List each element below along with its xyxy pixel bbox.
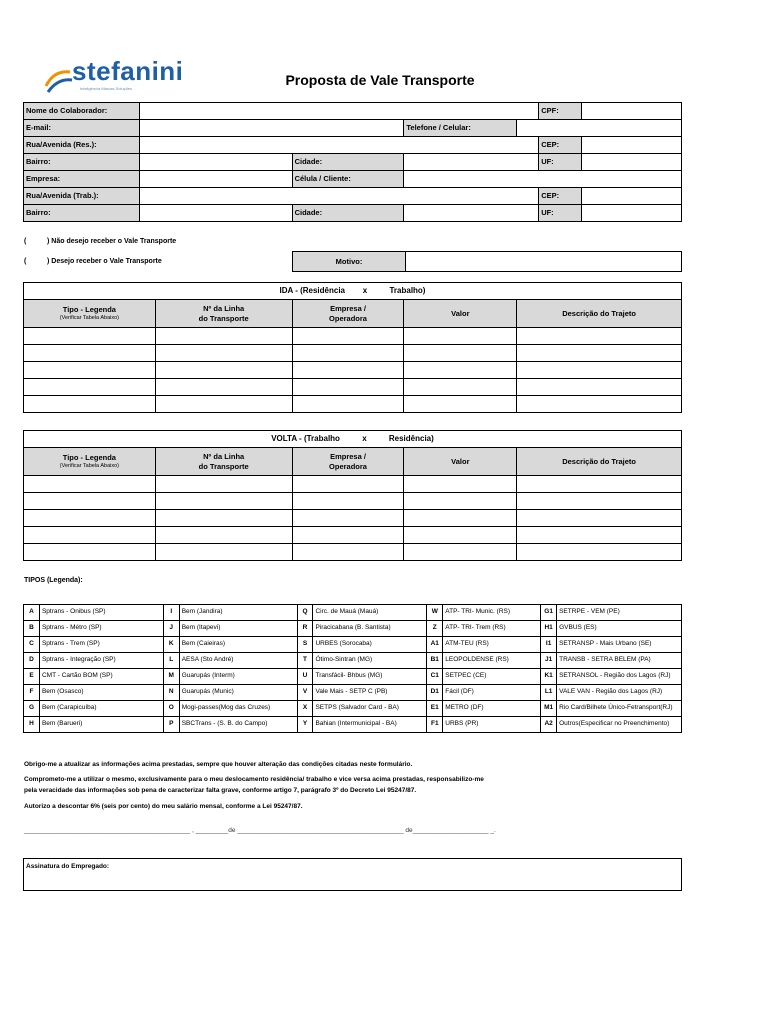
legend-code: S xyxy=(297,637,313,653)
table-row xyxy=(24,396,682,413)
ida-table xyxy=(23,282,682,413)
legend-code: N xyxy=(163,685,179,701)
motivo-table xyxy=(292,251,682,272)
legend-operator: ATM-TEU (RS) xyxy=(443,637,541,653)
legend-operator: Sptrans - Trem (SP) xyxy=(39,637,163,653)
legend-operator: Bem (Barueri) xyxy=(39,717,163,733)
legend-operator: SETRANSP - Mais Urbano (SE) xyxy=(557,637,682,653)
table-row xyxy=(24,527,682,544)
legend-operator: Ótimo-Sintran (MG) xyxy=(313,653,427,669)
celula-label: Célula / Cliente: xyxy=(292,171,404,188)
legend-operator: Bahian (Intermunicipal - BA) xyxy=(313,717,427,733)
legend-code: Q xyxy=(297,605,313,621)
empresa-label: Empresa: xyxy=(24,171,140,188)
legend-code: A xyxy=(24,605,40,621)
option-desejo[interactable]: ) Desejo receber o Vale Transporte xyxy=(47,258,162,265)
legend-operator: TRANSB - SETRA BELEM (PA) xyxy=(557,653,682,669)
legend-row xyxy=(24,605,682,621)
volta-table xyxy=(23,430,682,561)
bairro-trab-field[interactable] xyxy=(139,205,292,222)
legend-operator: Guarupás (Interm) xyxy=(179,669,297,685)
legend-code: M1 xyxy=(541,701,557,717)
table-row xyxy=(24,328,682,345)
table-row xyxy=(24,362,682,379)
legend-row xyxy=(24,621,682,637)
col-empresa: Empresa / Operadora xyxy=(292,448,404,476)
uf-trab-label: UF: xyxy=(539,205,582,222)
footer-comprometo-2: pela veracidade das informações sob pena de caracterizar falta grave, conforme artigo 7, parágrafo 3º do Decreto Lei 95247/87. xyxy=(24,787,417,794)
cep-res-field[interactable] xyxy=(582,137,682,154)
table-row xyxy=(24,493,682,510)
legend-operator: Rio Card/Bilhete Único-Fetransport(RJ) xyxy=(557,701,682,717)
legend-operator: Circ. de Mauá (Mauá) xyxy=(313,605,427,621)
legend-row xyxy=(24,637,682,653)
date-signature-line[interactable]: ______________________________________________ , _________de ______________________________________________ de_____________________ _. xyxy=(24,827,496,834)
legend-operator: URBES (Sorocaba) xyxy=(313,637,427,653)
legend-code: B xyxy=(24,621,40,637)
legend-operator: ATP- TRI- Munic. (RS) xyxy=(443,605,541,621)
legend-code: A1 xyxy=(427,637,443,653)
legend-code: Z xyxy=(427,621,443,637)
legend-code: F xyxy=(24,685,40,701)
legend-code: D xyxy=(24,653,40,669)
legend-code: B1 xyxy=(427,653,443,669)
legend-operator: Sptrans - Métro (SP) xyxy=(39,621,163,637)
legend-code: O xyxy=(163,701,179,717)
legend-code: M xyxy=(163,669,179,685)
legend-operator: Vale Mais - SETP C (PB) xyxy=(313,685,427,701)
rua-res-field[interactable] xyxy=(139,137,538,154)
legend-operator: Guarupás (Munic) xyxy=(179,685,297,701)
empresa-field[interactable] xyxy=(139,171,292,188)
legend-operator: Bem (Carapicuíba) xyxy=(39,701,163,717)
col-linha: Nº da Linha do Transporte xyxy=(155,448,292,476)
legend-code: G xyxy=(24,701,40,717)
uf-res-label: UF: xyxy=(539,154,582,171)
col-descricao: Descrição do Trajeto xyxy=(517,300,682,328)
legend-code: G1 xyxy=(541,605,557,621)
logo-text: stefanini xyxy=(72,56,184,86)
legend-operator: SETRPE - VEM (PE) xyxy=(557,605,682,621)
legend-operator: Mogi-passes(Mog das Cruzes) xyxy=(179,701,297,717)
col-valor: Valor xyxy=(404,448,517,476)
legend-code: H1 xyxy=(541,621,557,637)
cidade-trab-field[interactable] xyxy=(404,205,539,222)
legend-operator: URBS (PR) xyxy=(443,717,541,733)
legend-code: H xyxy=(24,717,40,733)
legend-code: C1 xyxy=(427,669,443,685)
logo-mark-icon xyxy=(44,66,74,96)
legend-row xyxy=(24,685,682,701)
nome-label: Nome do Colaborador: xyxy=(24,103,140,120)
legend-code: X xyxy=(297,701,313,717)
email-field[interactable] xyxy=(139,120,404,137)
legend-code: R xyxy=(297,621,313,637)
rua-res-label: Rua/Avenida (Res.): xyxy=(24,137,140,154)
option-nao-paren[interactable]: ( xyxy=(24,238,27,245)
cpf-label: CPF: xyxy=(539,103,582,120)
legend-row xyxy=(24,701,682,717)
legend-operator: Outros(Especificar no Preenchimento) xyxy=(557,717,682,733)
legend-code: W xyxy=(427,605,443,621)
col-empresa: Empresa / Operadora xyxy=(292,300,404,328)
legend-operator: Piracicabana (B. Santista) xyxy=(313,621,427,637)
celula-field[interactable] xyxy=(404,171,682,188)
legend-code: F1 xyxy=(427,717,443,733)
ida-caption: IDA - (Residência x Trabalho) xyxy=(24,283,682,300)
legend-code: Y xyxy=(297,717,313,733)
logo-tagline: Inteligência Marcas Soluções xyxy=(80,86,133,91)
personal-data-table xyxy=(23,102,682,222)
legend-operator: CMT - Cartão BOM (SP) xyxy=(39,669,163,685)
cep-trab-field[interactable] xyxy=(582,188,682,205)
page-title: Proposta de Vale Transporte xyxy=(285,72,475,88)
legend-code: J xyxy=(163,621,179,637)
cidade-trab-label: Cidade: xyxy=(292,205,404,222)
table-row xyxy=(24,544,682,561)
legend-operator: Bem (Osasco) xyxy=(39,685,163,701)
assinatura-field[interactable] xyxy=(24,859,682,891)
table-row xyxy=(24,476,682,493)
legend-code: E1 xyxy=(427,701,443,717)
footer-obrigo: Obrigo-me a atualizar as informações acima prestadas, sempre que houver alteração das condições citadas neste formulário. xyxy=(24,761,413,768)
col-linha: Nº da Linha do Transporte xyxy=(155,300,292,328)
legend-operator: Bem (Itapevi) xyxy=(179,621,297,637)
legend-operator: AESA (Sto André) xyxy=(179,653,297,669)
nome-field[interactable] xyxy=(139,103,538,120)
legend-operator: Fácil (DF) xyxy=(443,685,541,701)
signature-table xyxy=(23,858,682,891)
table-row xyxy=(24,345,682,362)
uf-trab-field[interactable] xyxy=(582,205,682,222)
col-descricao: Descrição do Trajeto xyxy=(517,448,682,476)
legend-row xyxy=(24,653,682,669)
legend-operator: VALE VAN - Região dos Lagos (RJ) xyxy=(557,685,682,701)
option-nao-desejo[interactable]: ) Não desejo receber o Vale Transporte xyxy=(47,238,177,245)
col-tipo: Tipo - Legenda (Verificar Tabela Abaixo) xyxy=(24,448,156,476)
legend-code: A2 xyxy=(541,717,557,733)
footer-autorizo: Autorizo a descontar 6% (seis por cento) do meu salário mensal, conforme a Lei 95247/87. xyxy=(24,803,303,810)
legend-table xyxy=(23,604,682,733)
bairro-trab-label: Bairro: xyxy=(24,205,140,222)
legend-code: V xyxy=(297,685,313,701)
assinatura-label: Assinatura do Empregado: xyxy=(26,863,110,870)
legend-operator: SBCTrans - (S. B. do Campo) xyxy=(179,717,297,733)
legend-operator: Sptrans - Integração (SP) xyxy=(39,653,163,669)
rua-trab-field[interactable] xyxy=(139,188,538,205)
legend-code: P xyxy=(163,717,179,733)
legend-code: I xyxy=(163,605,179,621)
legend-code: C xyxy=(24,637,40,653)
legend-code: I1 xyxy=(541,637,557,653)
cep-trab-label: CEP: xyxy=(539,188,582,205)
legend-operator: METRO (DF) xyxy=(443,701,541,717)
legend-code: U xyxy=(297,669,313,685)
cidade-res-field[interactable] xyxy=(404,154,539,171)
table-row xyxy=(24,379,682,396)
legend-code: D1 xyxy=(427,685,443,701)
legend-code: K xyxy=(163,637,179,653)
legend-operator: SETPS (Salvador Card - BA) xyxy=(313,701,427,717)
legend-operator: SETPEC (CE) xyxy=(443,669,541,685)
cep-res-label: CEP: xyxy=(539,137,582,154)
table-row xyxy=(24,510,682,527)
telefone-field[interactable] xyxy=(517,120,682,137)
legend-code: E xyxy=(24,669,40,685)
bairro-res-label: Bairro: xyxy=(24,154,140,171)
cpf-field[interactable] xyxy=(582,103,682,120)
motivo-label: Motivo: xyxy=(293,252,406,272)
legend-code: K1 xyxy=(541,669,557,685)
footer-comprometo-1: Comprometo-me a utilizar o mesmo, exclusivamente para o meu deslocamento residência/ trabalho e vice versa acima prestadas, responsabilizo-me xyxy=(24,776,484,783)
tipos-title: TIPOS (Legenda): xyxy=(24,577,83,584)
legend-operator: Bem (Caieiras) xyxy=(179,637,297,653)
legend-operator: GVBUS (ES) xyxy=(557,621,682,637)
legend-operator: Transfácil- Bhbus (MG) xyxy=(313,669,427,685)
legend-code: L xyxy=(163,653,179,669)
rua-trab-label: Rua/Avenida (Trab.): xyxy=(24,188,140,205)
email-label: E-mail: xyxy=(24,120,140,137)
legend-operator: LEOPOLDENSE (RS) xyxy=(443,653,541,669)
option-sim-paren[interactable]: ( xyxy=(24,258,27,265)
motivo-field[interactable] xyxy=(406,252,682,272)
company-logo xyxy=(44,56,194,98)
uf-res-field[interactable] xyxy=(582,154,682,171)
cidade-res-label: Cidade: xyxy=(292,154,404,171)
legend-row xyxy=(24,669,682,685)
volta-caption: VOLTA - (Trabalho x Residência) xyxy=(24,431,682,448)
legend-code: T xyxy=(297,653,313,669)
legend-code: J1 xyxy=(541,653,557,669)
legend-operator: ATP- TRI- Trem (RS) xyxy=(443,621,541,637)
legend-row xyxy=(24,717,682,733)
col-valor: Valor xyxy=(404,300,517,328)
legend-operator: Bem (Jandira) xyxy=(179,605,297,621)
legend-operator: SETRANSOL - Região dos Lagos (RJ) xyxy=(557,669,682,685)
legend-code: L1 xyxy=(541,685,557,701)
col-tipo: Tipo - Legenda (Verificar Tabela Abaixo) xyxy=(24,300,156,328)
telefone-label: Telefone / Celular: xyxy=(404,120,517,137)
legend-operator: Sptrans - Onibus (SP) xyxy=(39,605,163,621)
bairro-res-field[interactable] xyxy=(139,154,292,171)
